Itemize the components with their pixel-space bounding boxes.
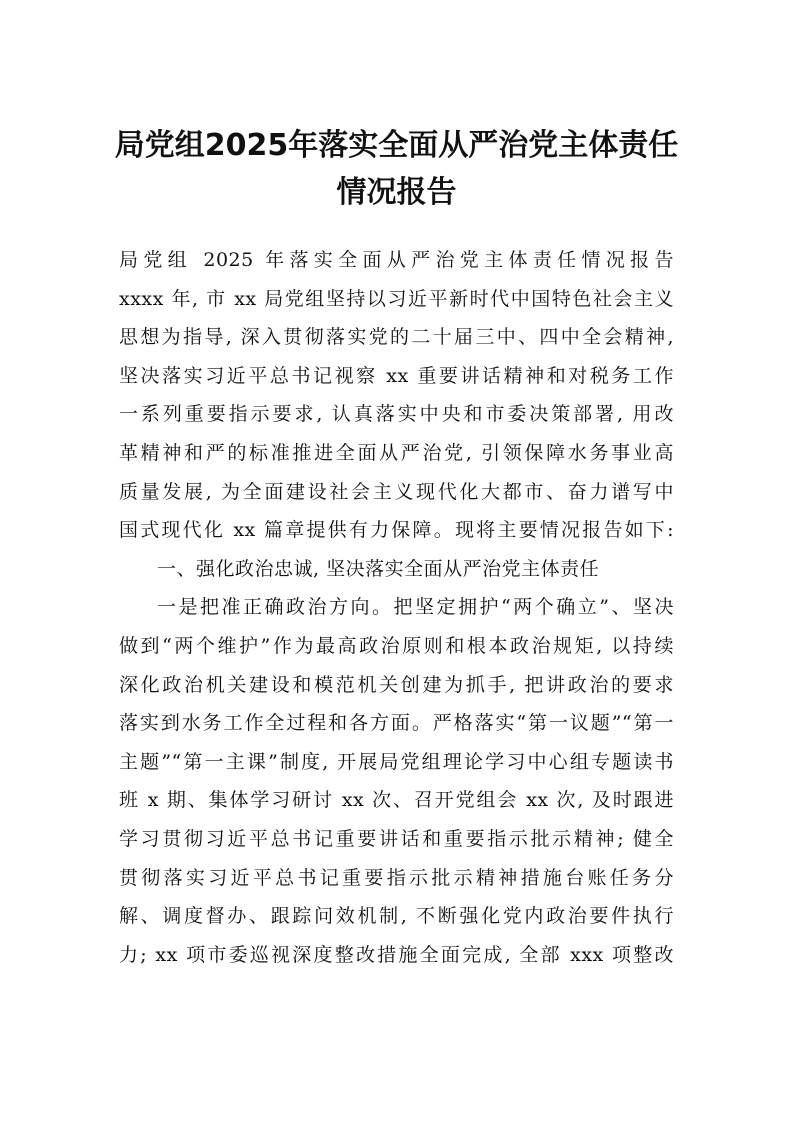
body-line: 学习贯彻习近平总书记重要讲话和重要指示批示精神; 健全 (119, 827, 674, 850)
body-line: 做到“两个维护”作为最高政治原则和根本政治规矩, 以持续 (119, 634, 674, 657)
body-line: 革精神和严的标准推进全面从严治党, 引领保障水务事业高 (119, 441, 674, 464)
body-line: 质量发展, 为全面建设社会主义现代化大都市、奋力谱写中 (119, 480, 674, 503)
document-title-continued: 情况报告 (336, 175, 457, 210)
body-line: 解、调度督办、跟踪问效机制, 不断强化党内政治要件执行 (119, 905, 674, 928)
body-line: 思想为指导, 深入贯彻落实党的二十届三中、四中全会精神, (119, 326, 674, 349)
body-line: 班 x 期、集体学习研讨 xx 次、召开党组会 xx 次, 及时跟进 (119, 789, 674, 812)
body-line: 主题”“第一主课”制度, 开展局党组理论学习中心组专题读书 (119, 750, 674, 773)
body-line: 局党组 2025 年落实全面从严治党主体责任情况报告 (119, 249, 674, 271)
section-heading: 一、强化政治忠诚, 坚决落实全面从严治党主体责任 (157, 557, 600, 580)
body-line: 国式现代化 xx 篇章提供有力保障。现将主要情况报告如下: (119, 519, 674, 542)
body-line: 深化政治机关建设和模范机关创建为抓手, 把讲政治的要求 (119, 673, 674, 696)
body-line: 坚决落实习近平总书记视察 xx 重要讲话精神和对税务工作 (119, 364, 674, 387)
body-line: xxxx 年, 市 xx 局党组坚持以习近平新时代中国特色社会主义 (119, 287, 674, 310)
paragraph-start: 一是把准正确政治方向。把坚定拥护“两个确立”、坚决 (157, 596, 674, 619)
document-body (119, 241, 674, 974)
body-line: 力; xx 项市委巡视深度整改措施全面完成, 全部 xxx 项整改 (119, 943, 674, 966)
document-title: 局党组2025年落实全面从严治党主体责任 (114, 128, 679, 163)
body-line: 一系列重要指示要求, 认真落实中央和市委决策部署, 用改 (119, 403, 674, 426)
body-line: 落实到水务工作全过程和各方面。严格落实“第一议题”“第一 (119, 712, 674, 735)
body-line: 贯彻落实习近平总书记重要指示批示精神措施台账任务分 (119, 866, 674, 889)
